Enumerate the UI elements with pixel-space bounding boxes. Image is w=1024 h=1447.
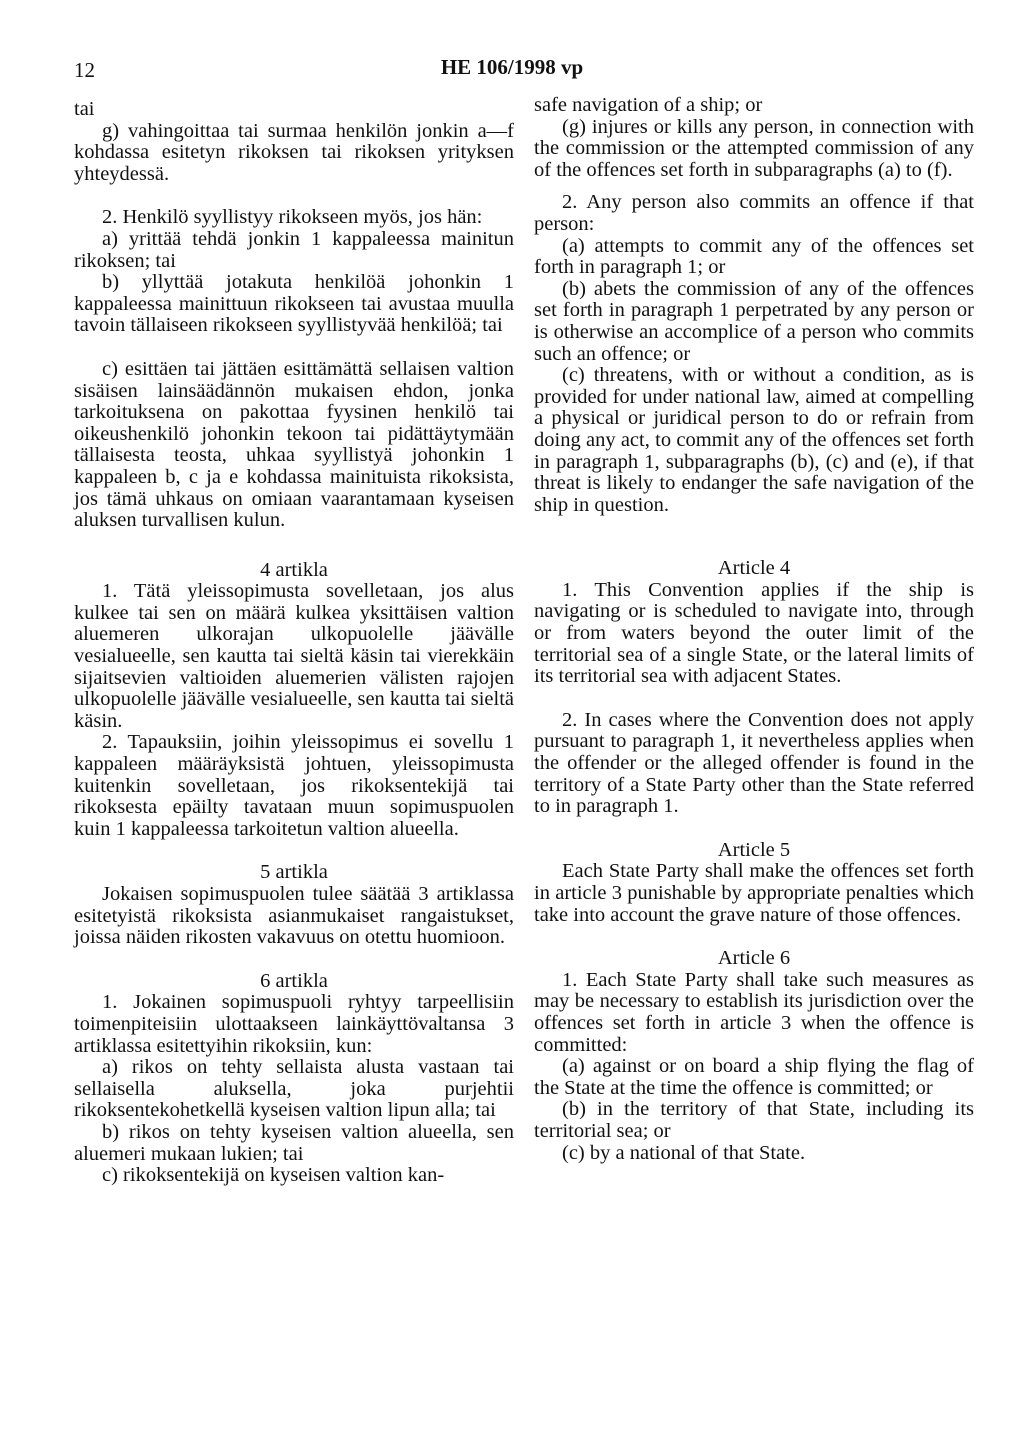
paragraph: 2. In cases where the Convention does not apply pursuant to paragraph 1, it nevertheless applies when the offender or the alleged offender is found in the territory of a State Party other than the State referred to in paragraph 1. <box>534 708 974 818</box>
paragraph: a) rikos on tehty sellaista alusta vastaan tai sellaisella aluksella, joka purjehtii rikoksentekohetkellä kyseisen valtion lipun alla; tai <box>74 1056 514 1122</box>
page-header: HE 106/1998 vp <box>440 55 584 79</box>
article-heading: Article 5 <box>717 838 791 861</box>
paragraph: a) yrittää tehdä jonkin 1 kappaleessa mainitun rikoksen; tai <box>74 227 514 272</box>
paragraph: 2. Henkilö syyllistyy rikokseen myös, jos hän: <box>102 206 483 229</box>
paragraph: (a) against or on board a ship flying the flag of the State at the time the offence is committed; or <box>534 1055 974 1099</box>
article-heading: 4 artikla <box>260 558 328 581</box>
paragraph: 1. Tätä yleissopimusta sovelletaan, jos alus kulkee tai sen on määrä kulkea yksittäisen valtion aluemeren ulkorajan ulkopuolelle jäävälle vesialueelle, sen kautta tai sieltä käsin tai vierekkäin sijaitsevien valtioiden aluemerien välisten rajojen ulkopuolelle jäävälle vesialueelle, sen kautta tai sieltä käsin. <box>74 580 515 732</box>
paragraph: 2. Any person also commits an offence if that person: <box>534 191 974 235</box>
paragraph: c) rikoksentekijä on kyseisen valtion kan- <box>102 1164 445 1187</box>
paragraph: b) yllyttää jotakuta henkilöä johonkin 1 kappaleessa mainittuun rikokseen tai avustaa muulla tavoin tällaiseen rikokseen syyllistyvää henkilöä; tai <box>74 271 514 337</box>
paragraph: (c) by a national of that State. <box>562 1141 806 1164</box>
english-column <box>534 95 974 1164</box>
article-heading: 5 artikla <box>260 861 328 884</box>
paragraph: (c) threatens, with or without a condition, as is provided for under national law, aimed at compelling a physical or juridical person to do or refrain from doing any act, to commit any of the offences set forth in paragraph 1, subparagraphs (b), (c) and (e), if that threat is likely to endanger the safe navigation of the ship in question. <box>534 364 974 516</box>
paragraph: 1. This Convention applies if the ship is navigating or is scheduled to navigate into, through or from waters beyond the outer limit of the territorial sea of a single State, or the lateral limits of its territorial sea with adjacent States. <box>534 578 974 688</box>
paragraph: c) esittäen tai jättäen esittämättä sellaisen valtion sisäisen lainsäädännön mukaisen ehdon, jonka tarkoituksena on pakottaa fyysinen henkilö tai oikeushenkilö johonkin tekoon tai pidättäytymään tällaisesta teosta, uhkaa syyllistyä johonkin 1 kappaleen b, c ja e kohdassa mainituista rikoksista, jos tämä uhkaus on omiaan vaarantamaan kyseisen aluksen turvallisen kulun. <box>74 357 514 532</box>
paragraph: 1. Each State Party shall take such measures as may be necessary to establish its jurisdiction over the offences set forth in article 3 when the offence is committed: <box>534 968 974 1056</box>
paragraph: (g) injures or kills any person, in connection with the commission or the attempted commission of any of the offences set forth in subparagraphs (a) to (f). <box>534 115 974 181</box>
page-number: 12 <box>74 58 95 82</box>
finnish-column <box>74 95 514 1187</box>
paragraph: (b) abets the commission of any of the offences set forth in paragraph 1 perpetrated by any person or is otherwise an accomplice of a person who commits such an offence; or <box>534 277 974 365</box>
article-heading: Article 6 <box>717 947 791 970</box>
paragraph: 2. Tapauksiin, joihin yleissopimus ei sovellu 1 kappaleen määräyksistä johtuen, yleissopimusta kuitenkin sovelletaan, jos rikoksentekijä tai rikoksesta epäilty tavataan muun sopimuspuolen kuin 1 kappaleessa tarkoitetun valtion alueella. <box>74 731 514 840</box>
paragraph: b) rikos on tehty kyseisen valtion alueella, sen aluemeri mukaan lukien; tai <box>74 1120 514 1165</box>
paragraph: safe navigation of a ship; or <box>534 94 763 116</box>
paragraph: (b) in the territory of that State, including its territorial sea; or <box>534 1098 974 1142</box>
article-heading: 6 artikla <box>260 969 328 992</box>
paragraph: tai <box>74 98 95 120</box>
paragraph: g) vahingoittaa tai surmaa henkilön jonkin a—f kohdassa esitetyn rikoksen tai rikoksen yrityksen yhteydessä. <box>74 119 514 185</box>
article-heading: Article 4 <box>717 557 791 580</box>
paragraph: Each State Party shall make the offences set forth in article 3 punishable by appropriate penalties which take into account the grave nature of those offences. <box>534 860 974 926</box>
paragraph: 1. Jokainen sopimuspuoli ryhtyy tarpeellisiin toimenpiteisiin ulottaakseen lainkäyttövaltansa 3 artiklassa esitettyihin rikoksiin, kun: <box>74 991 514 1057</box>
paragraph: (a) attempts to commit any of the offences set forth in paragraph 1; or <box>534 234 974 279</box>
paragraph: Jokaisen sopimuspuolen tulee säätää 3 artiklassa esitetyistä rikoksista asianmukaiset rangaistukset, joissa näiden rikosten vakavuus on otettu huomioon. <box>74 883 514 949</box>
